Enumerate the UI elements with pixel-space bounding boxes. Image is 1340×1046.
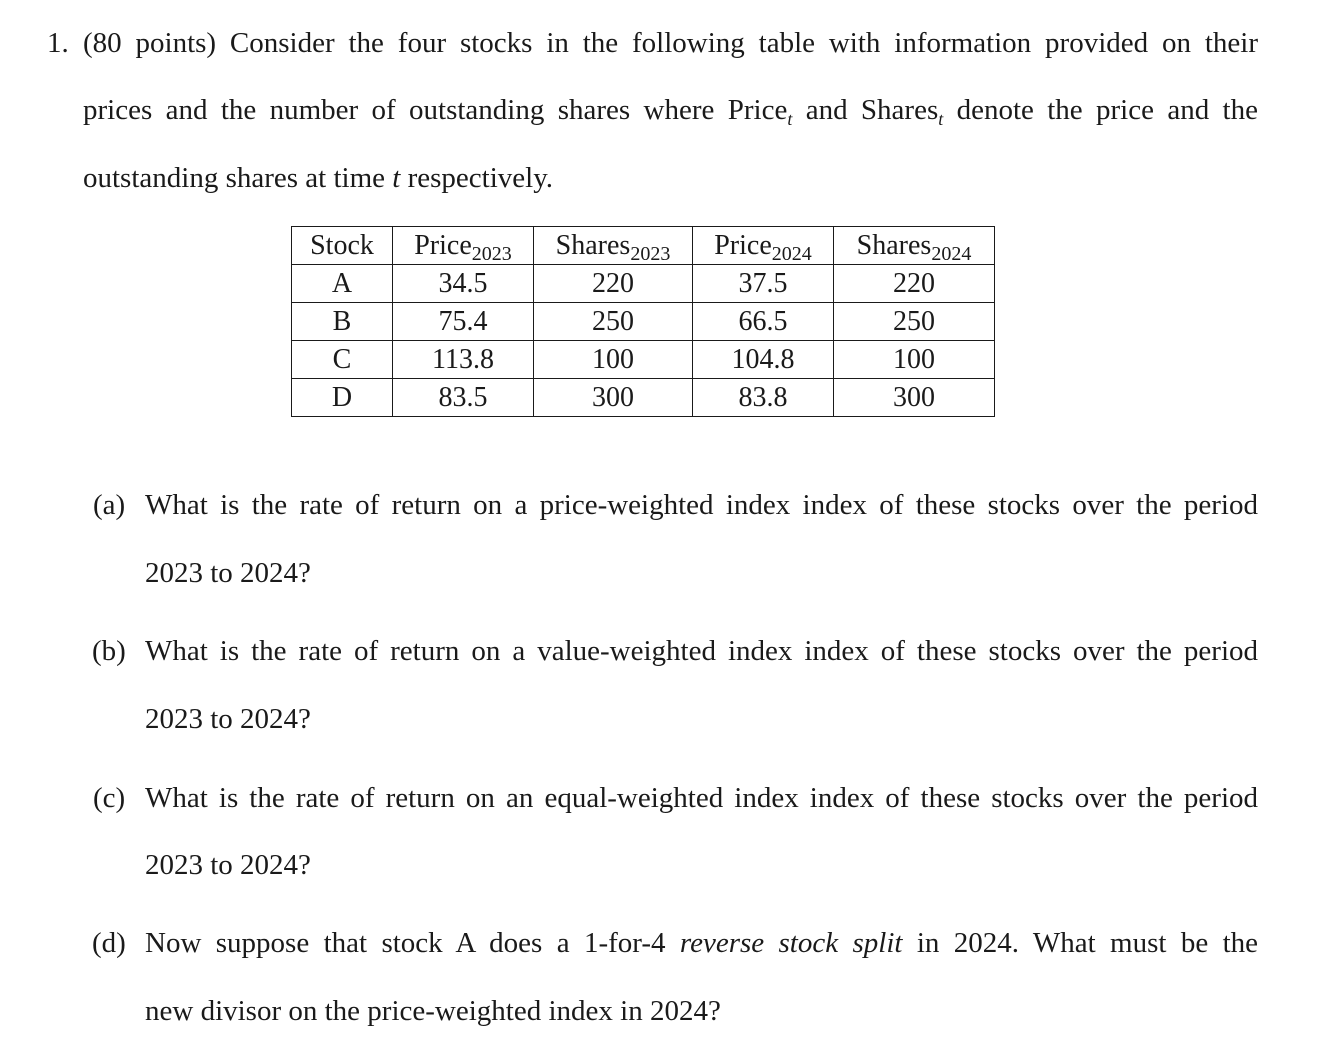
cell-price-2023: 75.4	[393, 303, 534, 341]
table-row	[292, 341, 995, 379]
cell-shares-2023: 250	[534, 303, 693, 341]
part-d-line-2: new divisor on the price-weighted index in 2024?	[145, 995, 721, 1027]
part-a-line-1: What is the rate of return on a price-weighted index index of these stocks over the period	[145, 489, 1258, 521]
cell-price-2023: 83.5	[393, 379, 534, 417]
cell-shares-2024: 220	[834, 265, 995, 303]
header-shares-2023: Shares$_{2023}$	[534, 227, 693, 265]
cell-price-2023: 34.5	[393, 265, 534, 303]
table-row	[292, 265, 995, 303]
header-price-2024: Price$_{2024}$	[693, 227, 834, 265]
header-shares-2024: Shares$_{2024}$	[834, 227, 995, 265]
table-header-row	[292, 227, 995, 265]
cell-shares-2023: 300	[534, 379, 693, 417]
question-line-1: (80 points) Consider the four stocks in the following table with information provided on their	[83, 27, 1258, 59]
part-d-label: (d)	[92, 927, 126, 959]
question-line-3: outstanding shares at time t respectively.	[83, 162, 554, 194]
cell-price-2024: 66.5	[693, 303, 834, 341]
cell-shares-2023: 220	[534, 265, 693, 303]
question-number: 1.	[47, 27, 69, 59]
cell-stock: B	[292, 303, 393, 341]
cell-price-2023: 113.8	[393, 341, 534, 379]
question-line-2: prices and the number of outstanding shares where Price$_t$ and Shares$_t$ denote the price and the	[83, 94, 1258, 129]
cell-shares-2024: 300	[834, 379, 995, 417]
part-c-line-2: 2023 to 2024?	[145, 849, 311, 881]
cell-price-2024: 83.8	[693, 379, 834, 417]
cell-stock: A	[292, 265, 393, 303]
cell-price-2024: 37.5	[693, 265, 834, 303]
part-a-line-2: 2023 to 2024?	[145, 557, 311, 589]
table-row	[292, 303, 995, 341]
part-a-label: (a)	[93, 489, 126, 521]
cell-price-2024: 104.8	[693, 341, 834, 379]
cell-stock: C	[292, 341, 393, 379]
header-stock: Stock	[292, 227, 393, 265]
part-d-line-1: Now suppose that stock A does a 1-for-4 reverse stock split in 2024. What must be the	[145, 927, 1258, 959]
part-b-line-1: What is the rate of return on a value-weighted index index of these stocks over the period	[145, 635, 1258, 667]
cell-stock: D	[292, 379, 393, 417]
cell-shares-2024: 250	[834, 303, 995, 341]
cell-shares-2024: 100	[834, 341, 995, 379]
part-b-line-2: 2023 to 2024?	[145, 703, 311, 735]
part-c-line-1: What is the rate of return on an equal-weighted index index of these stocks over the period	[145, 782, 1258, 814]
stock-table	[291, 226, 995, 417]
part-c-label: (c)	[93, 782, 126, 814]
part-b-label: (b)	[92, 635, 126, 667]
header-price-2023: Price$_{2023}$	[393, 227, 534, 265]
cell-shares-2023: 100	[534, 341, 693, 379]
table-row	[292, 379, 995, 417]
